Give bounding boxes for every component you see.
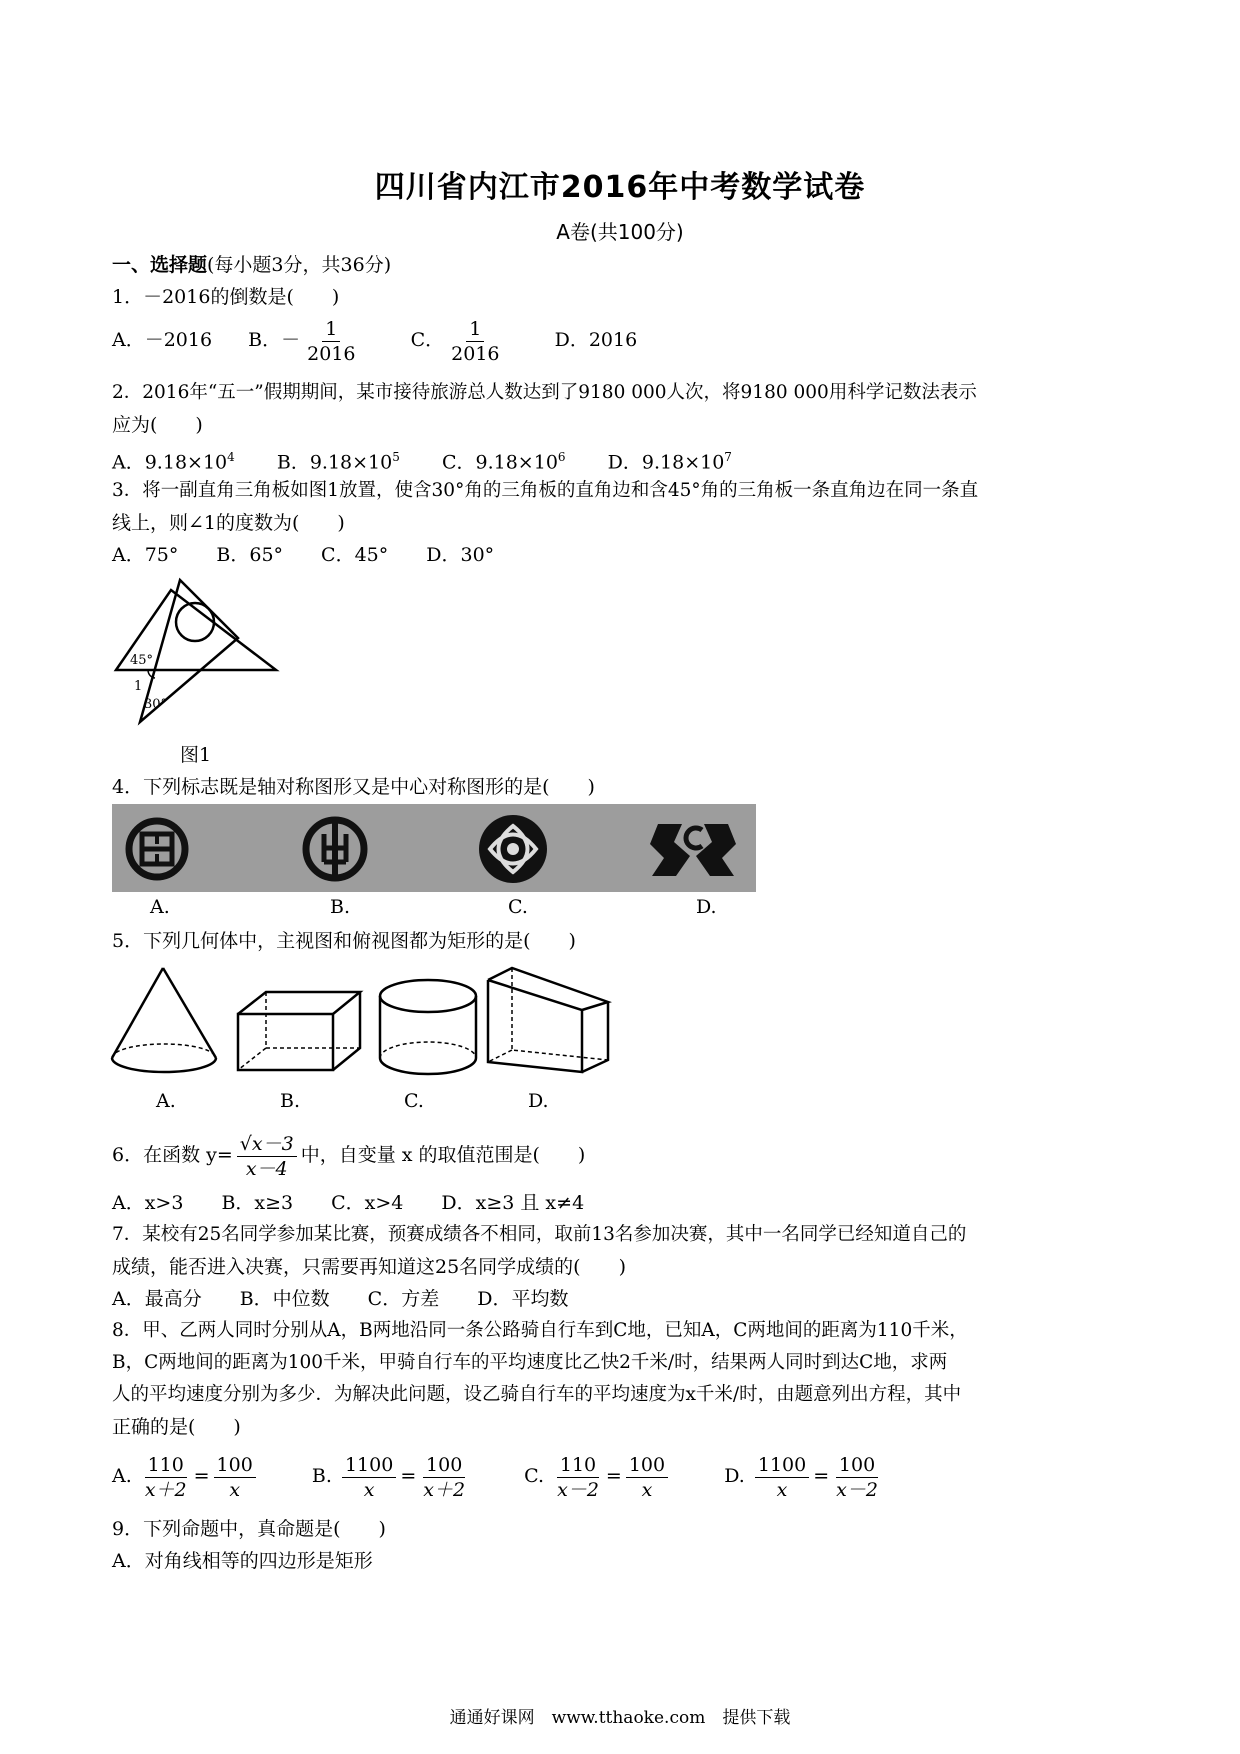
q7-line2: 成绩，能否进入决赛，只需要再知道这25名同学成绩的( ) (112, 1256, 627, 1278)
q2-a-exponent: 4 (227, 450, 235, 464)
q8-d-right-fraction (833, 1453, 881, 1502)
q2-option-d: D．9.18×10 (607, 451, 725, 474)
q3-figure-triangles (108, 570, 288, 730)
q2-c-exponent: 6 (557, 450, 566, 464)
q8-b-label: B. (311, 1465, 332, 1487)
q2-line1: 2．2016年“五一”假期期间，某市接待旅游总人数达到了9180 000人次，将9180 000用科学记数法表示 (112, 382, 977, 403)
q1-b-numerator: 1 (322, 317, 340, 342)
q1-option-a: A．－2016 (112, 329, 213, 351)
q2-options (112, 444, 732, 475)
q4-label-a: A. (150, 896, 170, 918)
q8-b-eq: = (400, 1465, 417, 1487)
label-45: 45° (130, 653, 154, 668)
q6-fraction (237, 1132, 297, 1181)
logo-d-icon (648, 816, 738, 882)
q8-a-eq: = (193, 1465, 210, 1487)
q8-b-rn: 100 (423, 1453, 465, 1478)
q8-d-ln: 1100 (755, 1453, 809, 1478)
q7-line1: 7．某校有25名同学参加某比赛，预赛成绩各不相同，取前13名参加决赛，其中一名同学已经知道自己的 (112, 1224, 967, 1245)
q1-option-b-fraction (304, 317, 358, 366)
q8-b-right-fraction (420, 1453, 468, 1502)
q8-c-ld: x－2 (557, 1478, 599, 1501)
q8-b-ld: x (363, 1478, 375, 1501)
q8-c-left-fraction (554, 1453, 602, 1502)
q8-d-eq: = (813, 1465, 830, 1487)
q8-b-ln: 1100 (342, 1453, 396, 1478)
q2-d-exponent: 7 (724, 450, 732, 464)
page-title: 四川省内江市2016年中考数学试卷 (374, 170, 866, 205)
q4-label-b: B. (330, 896, 351, 918)
q8-a-rd: x (229, 1478, 241, 1501)
q2-b-exponent: 5 (392, 450, 400, 464)
q5-label-d: D. (528, 1090, 549, 1112)
q6-stem (112, 1130, 585, 1181)
q3-figure-caption: 图1 (180, 744, 212, 766)
q6-prefix: 6．在函数 y= (112, 1144, 233, 1166)
q1-option-c-fraction (448, 317, 502, 366)
q8-c-eq: = (605, 1465, 622, 1487)
q1-option-d: D．2016 (554, 329, 638, 351)
q3-line2: 线上，则∠1的度数为( ) (112, 512, 345, 534)
q2-option-b: B．9.18×10 (276, 451, 393, 474)
q8-option-c (524, 1453, 678, 1501)
q8-a-label: A. (112, 1465, 132, 1487)
q8-option-b (311, 1453, 478, 1501)
q8-a-ln: 110 (145, 1453, 187, 1478)
page-subtitle: A卷(共100分) (556, 220, 684, 244)
prism-shape (488, 968, 608, 1072)
logo-c-icon (476, 812, 550, 886)
q3-line1: 3．将一副直角三角板如图1放置，使含30°角的三角板的直角边和含45°角的三角板一条直角边在同一条直 (112, 480, 979, 501)
q5-solids-figure (108, 962, 618, 1082)
q1-c-denominator: 2016 (451, 342, 500, 365)
section-heading: 一、选择题 (112, 254, 208, 276)
q5-label-a: A. (156, 1090, 176, 1112)
q1-options (112, 316, 637, 366)
q2-option-c: C．9.18×10 (441, 451, 558, 474)
q4-stem: 4．下列标志既是轴对称图形又是中心对称图形的是( ) (112, 776, 595, 798)
q1-c-numerator: 1 (466, 317, 484, 342)
q1-option-b-prefix: B．－ (248, 329, 301, 351)
q8-line4: 正确的是( ) (112, 1416, 241, 1438)
section-heading-row (112, 252, 391, 278)
q7-options: A．最高分 B．中位数 C．方差 D．平均数 (112, 1288, 569, 1310)
q8-c-rd: x (641, 1478, 653, 1501)
q8-c-rn: 100 (626, 1453, 668, 1478)
q5-stem: 5．下列几何体中，主视图和俯视图都为矩形的是( ) (112, 930, 576, 952)
q8-a-ld: x＋2 (144, 1478, 187, 1501)
q8-b-left-fraction (342, 1453, 396, 1502)
q8-line3: 人的平均速度分别为多少．为解决此问题，设乙骑自行车的平均速度为x千米/时，由题意列出方程，其中 (112, 1384, 962, 1405)
q4-label-c: C. (508, 896, 528, 918)
q4-label-d: D. (696, 896, 717, 918)
q8-c-label: C. (524, 1465, 545, 1487)
q8-a-left-fraction (142, 1453, 190, 1502)
q8-options (112, 1448, 885, 1504)
q9-stem: 9．下列命题中，真命题是( ) (112, 1518, 386, 1540)
q6-numerator: √x－3 (237, 1132, 297, 1157)
cylinder-shape (380, 980, 476, 1074)
q1-stem: 1．－2016的倒数是( ) (112, 286, 340, 308)
logo-a-icon (124, 816, 190, 882)
q8-d-left-fraction (755, 1453, 809, 1502)
q8-c-ln: 110 (557, 1453, 599, 1478)
q8-a-rn: 100 (214, 1453, 256, 1478)
q8-line2: B，C两地间的距离为100千米，甲骑自行车的平均速度比乙快2千米/时，结果两人同时到达C地，求两 (112, 1352, 948, 1373)
q6-denominator: x－4 (245, 1157, 288, 1180)
q8-a-right-fraction (214, 1453, 256, 1502)
q5-label-b: B. (280, 1090, 301, 1112)
q1-option-c-prefix: C． (410, 329, 445, 351)
q8-d-label: D. (724, 1465, 745, 1487)
q8-line1: 8．甲、乙两人同时分别从A，B两地沿同一条公路骑自行车到C地，已知A，C两地间的距离为110千米， (112, 1320, 968, 1341)
q8-option-a (112, 1453, 266, 1501)
label-30: 30° (144, 697, 168, 712)
q8-d-rn: 100 (836, 1453, 878, 1478)
q5-label-c: C. (404, 1090, 424, 1112)
q8-d-rd: x－2 (836, 1478, 878, 1501)
q4-logo-strip (112, 804, 756, 892)
logo-b-icon (300, 814, 370, 884)
cuboid-shape (238, 992, 360, 1070)
q8-c-right-fraction (626, 1453, 668, 1502)
q2-option-a: A．9.18×10 (112, 451, 228, 474)
section-note: (每小题3分，共36分) (207, 254, 392, 276)
cone-shape (112, 968, 216, 1072)
label-1: 1 (134, 679, 143, 694)
q6-suffix: 中，自变量 x 的取值范围是( ) (300, 1144, 586, 1166)
q8-d-ld: x (776, 1478, 788, 1501)
q8-option-d (724, 1453, 885, 1501)
q6-options: A．x>3 B．x≥3 C．x>4 D．x≥3 且 x≠4 (112, 1192, 585, 1214)
q3-options: A．75° B．65° C．45° D．30° (112, 544, 495, 566)
q8-b-rd: x＋2 (423, 1478, 466, 1501)
q2-line2: 应为( ) (112, 414, 203, 436)
q1-b-denominator: 2016 (307, 342, 356, 365)
page-footer: 通通好课网 www.tthaoke.com 提供下载 (449, 1708, 791, 1728)
q9-option-a: A．对角线相等的四边形是矩形 (112, 1550, 373, 1572)
